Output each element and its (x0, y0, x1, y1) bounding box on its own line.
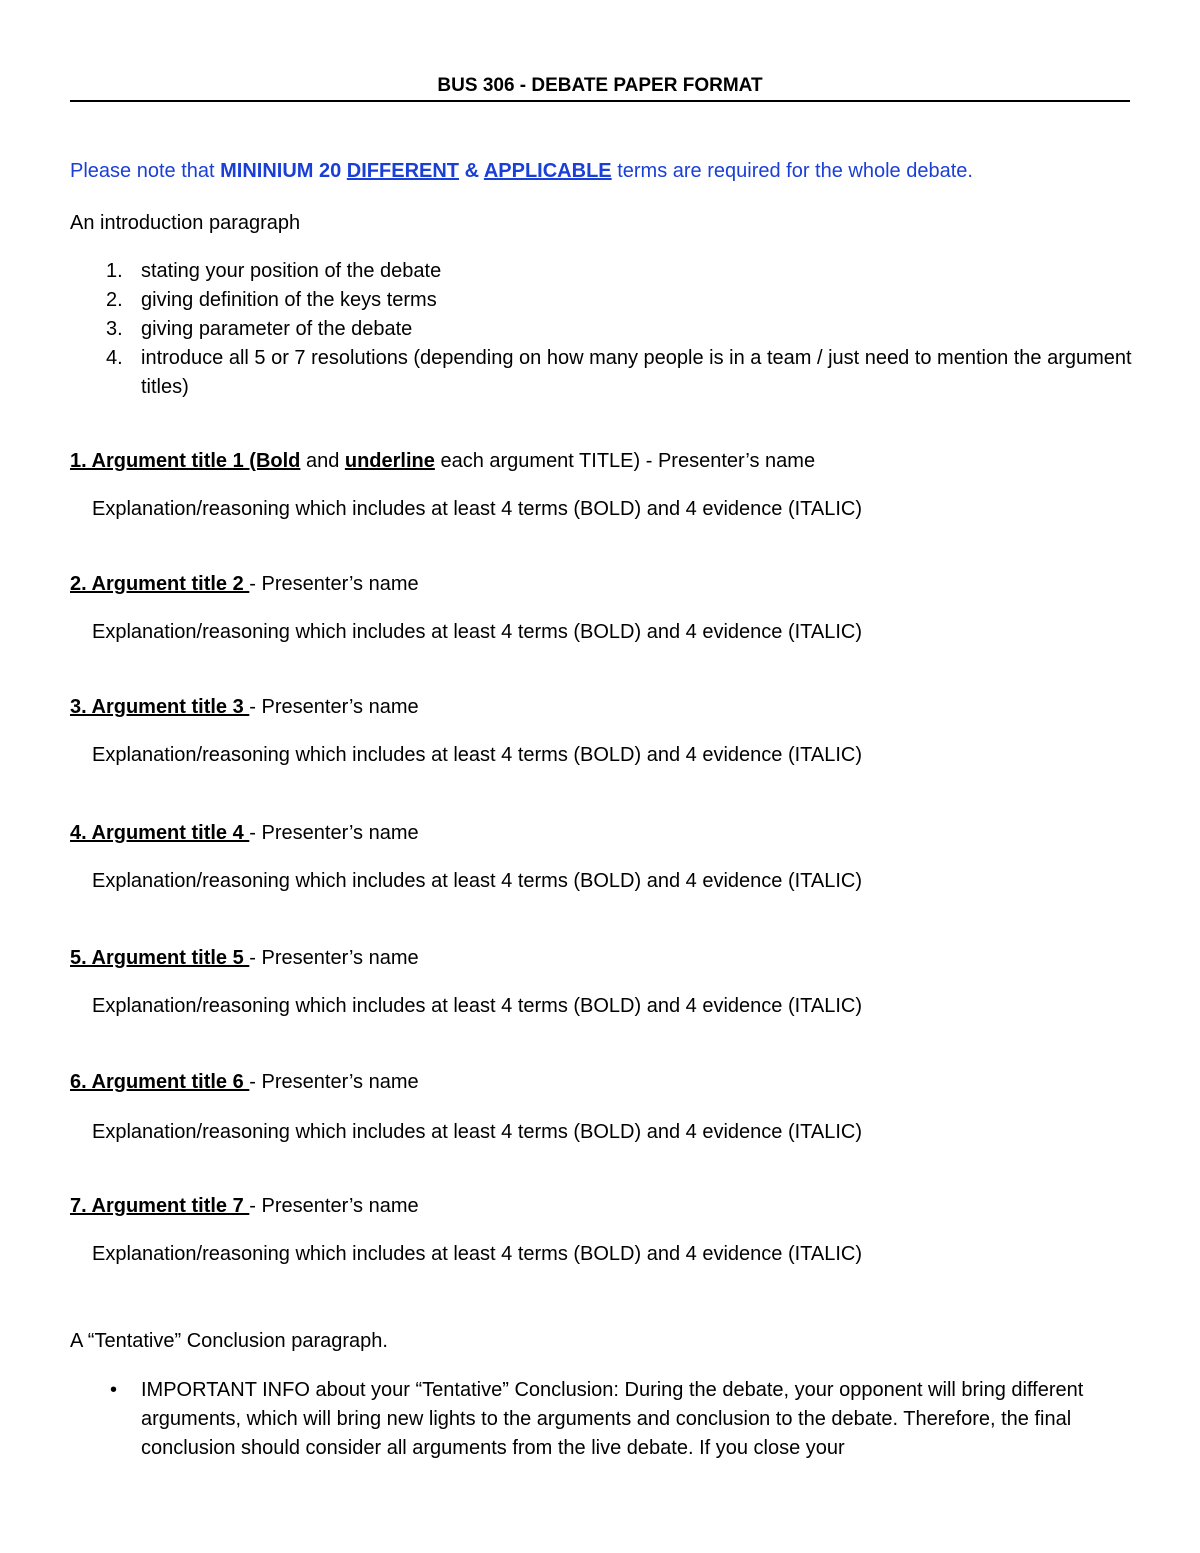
intro-item (70, 315, 1140, 344)
intro-item-text: giving parameter of the debate (141, 318, 413, 340)
conclusion-bullets (70, 1376, 1130, 1463)
document-title: BUS 306 - DEBATE PAPER FORMAT (437, 75, 763, 96)
intro-item (70, 257, 1140, 286)
requirement-note (70, 158, 973, 184)
note-ampersand: & (459, 160, 484, 182)
conclusion-bullet-text: IMPORTANT INFO about your “Tentative” Conclusion: During the debate, your opponent will bring different arguments, which will bring new lights to the arguments and conclusion to the debate. Therefore, the final conclusion should consider all arguments from the live debate. If you close your (141, 1379, 1084, 1459)
argument-title-text: 7. Argument title 7 (70, 1195, 250, 1217)
argument-title-text: 4. Argument title 4 (70, 822, 250, 844)
conclusion-heading: A “Tentative” Conclusion paragraph. (70, 1330, 388, 1352)
note-applicable: APPLICABLE (483, 160, 612, 182)
argument-body: Explanation/reasoning which includes at least 4 terms (BOLD) and 4 evidence (ITALIC) (92, 1243, 863, 1265)
argument-title-text: 2. Argument title 2 (70, 573, 250, 595)
argument-body: Explanation/reasoning which includes at least 4 terms (BOLD) and 4 evidence (ITALIC) (92, 995, 863, 1017)
intro-item-number: 4. (106, 347, 123, 369)
argument-body: Explanation/reasoning which includes at least 4 terms (BOLD) and 4 evidence (ITALIC) (92, 1121, 863, 1143)
argument-title (70, 571, 419, 597)
intro-item-number: 1. (106, 260, 123, 282)
conclusion-bullet-item (70, 1376, 1130, 1463)
argument-presenter: - Presenter’s name (249, 947, 419, 969)
intro-item (70, 344, 1140, 402)
argument-title (70, 1069, 419, 1095)
argument-title (70, 694, 419, 720)
argument-body: Explanation/reasoning which includes at least 4 terms (BOLD) and 4 evidence (ITALIC) (92, 870, 863, 892)
intro-item-text: giving definition of the keys terms (141, 289, 437, 311)
bullet-icon: • (110, 1379, 118, 1401)
argument-presenter: - Presenter’s name (249, 1195, 419, 1217)
argument-body: Explanation/reasoning which includes at least 4 terms (BOLD) and 4 evidence (ITALIC) (92, 744, 863, 766)
argument-body: Explanation/reasoning which includes at least 4 terms (BOLD) and 4 evidence (ITALIC) (92, 621, 863, 643)
note-prefix: Please note that (70, 160, 221, 182)
intro-heading: An introduction paragraph (70, 212, 301, 234)
argument-title (70, 1193, 419, 1219)
intro-list (70, 257, 1140, 402)
intro-item-text: introduce all 5 or 7 resolutions (depending on how many people is in a team / just need to mention the argument titles) (141, 347, 1132, 398)
intro-item (70, 286, 1140, 315)
note-minimum: MININIUM 20 (220, 160, 347, 182)
argument-title (70, 820, 419, 846)
argument-title-rest: each argument TITLE) - Presenter’s name (434, 450, 816, 472)
argument-title-underline: underline (344, 450, 435, 472)
intro-item-number: 3. (106, 318, 123, 340)
argument-presenter: - Presenter’s name (249, 573, 419, 595)
argument-presenter: - Presenter’s name (249, 696, 419, 718)
argument-body: Explanation/reasoning which includes at least 4 terms (BOLD) and 4 evidence (ITALIC) (92, 498, 863, 520)
note-different: DIFFERENT (346, 160, 460, 182)
argument-title-text: 5. Argument title 5 (70, 947, 250, 969)
note-suffix: terms are required for the whole debate. (611, 160, 973, 182)
argument-title-text: 3. Argument title 3 (70, 696, 250, 718)
argument-title-and: and (300, 450, 345, 472)
argument-title-text: 6. Argument title 6 (70, 1071, 250, 1093)
argument-title (70, 945, 419, 971)
argument-title-text: 1. Argument title 1 (Bold (70, 450, 301, 472)
argument-title (70, 448, 815, 474)
argument-presenter: - Presenter’s name (249, 822, 419, 844)
title-divider (70, 100, 1130, 102)
intro-item-number: 2. (106, 289, 123, 311)
intro-item-text: stating your position of the debate (141, 260, 442, 282)
argument-presenter: - Presenter’s name (249, 1071, 419, 1093)
